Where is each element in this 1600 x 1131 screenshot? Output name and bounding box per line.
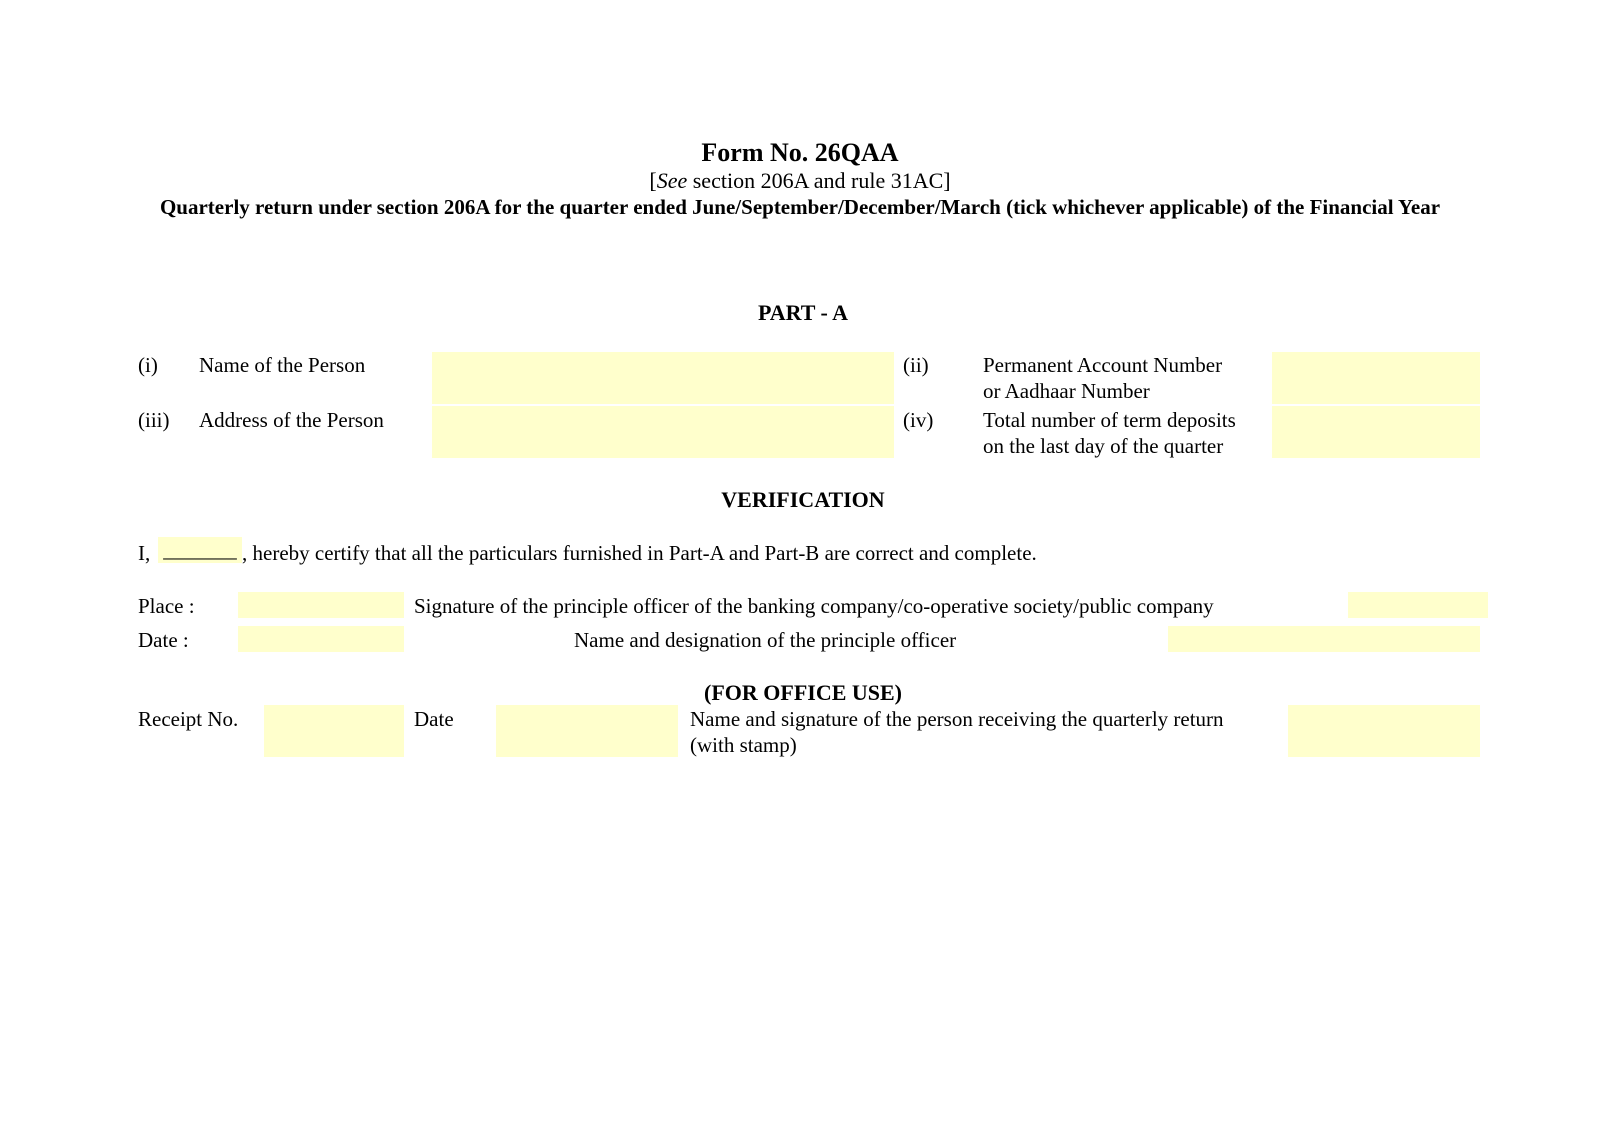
receipt-number-field[interactable]	[264, 705, 404, 757]
form-reference	[0, 168, 1600, 194]
place-field[interactable]	[238, 592, 404, 618]
pan-aadhaar-field[interactable]	[1272, 352, 1480, 404]
form-subtitle: Quarterly return under section 206A for the quarter ended June/September/December/March (tick whichever applicable) of the Financial Year	[159, 195, 1441, 219]
item-number-i: (i)	[138, 353, 158, 377]
address-of-person-label: Address of the Person	[199, 408, 384, 432]
verification-statement: , hereby certify that all the particulars furnished in Part-A and Part-B are correct and complete.	[242, 541, 1037, 565]
verification-prefix: I,	[138, 541, 151, 565]
name-designation-field[interactable]	[1168, 626, 1480, 652]
receiver-signature-field[interactable]	[1288, 705, 1480, 757]
verifier-name-field[interactable]: _______	[158, 537, 242, 563]
term-deposits-label-line2: on the last day of the quarter	[983, 434, 1224, 458]
place-label: Place :	[138, 594, 195, 618]
form-reference-rest: section 206A and rule 31AC]	[687, 168, 951, 193]
receiver-label-line2: (with stamp)	[690, 733, 797, 757]
name-designation-label: Name and designation of the principle officer	[574, 628, 957, 652]
pan-aadhaar-label-line2: or Aadhaar Number	[983, 379, 1150, 403]
office-use-heading: (FOR OFFICE USE)	[704, 680, 902, 705]
item-number-iii: (iii)	[138, 408, 170, 432]
signature-principal-officer-label: Signature of the principle officer of the banking company/co-operative society/public company	[414, 594, 1214, 618]
item-number-ii: (ii)	[903, 353, 929, 377]
date-field[interactable]	[238, 626, 404, 652]
verification-heading: VERIFICATION	[721, 487, 885, 512]
form-title: Form No. 26QAA	[701, 138, 899, 167]
item-number-iv: (iv)	[903, 408, 934, 432]
term-deposits-field[interactable]	[1272, 406, 1480, 458]
form-reference-see: See	[656, 168, 688, 193]
address-of-person-field[interactable]	[432, 406, 894, 458]
name-of-person-label: Name of the Person	[199, 353, 366, 377]
form-reference-open: [	[649, 168, 657, 193]
signature-principal-officer-field[interactable]	[1348, 592, 1488, 618]
name-of-person-field[interactable]	[432, 352, 894, 404]
part-a-heading: PART - A	[757, 300, 849, 325]
office-date-label: Date	[414, 707, 454, 731]
term-deposits-label-line1: Total number of term deposits	[983, 408, 1236, 432]
receipt-number-label: Receipt No.	[138, 707, 239, 731]
date-label: Date :	[138, 628, 189, 652]
receiver-label-line1: Name and signature of the person receiving the quarterly return	[690, 707, 1224, 731]
pan-aadhaar-label-line1: Permanent Account Number	[983, 353, 1223, 377]
office-date-field[interactable]	[496, 705, 678, 757]
